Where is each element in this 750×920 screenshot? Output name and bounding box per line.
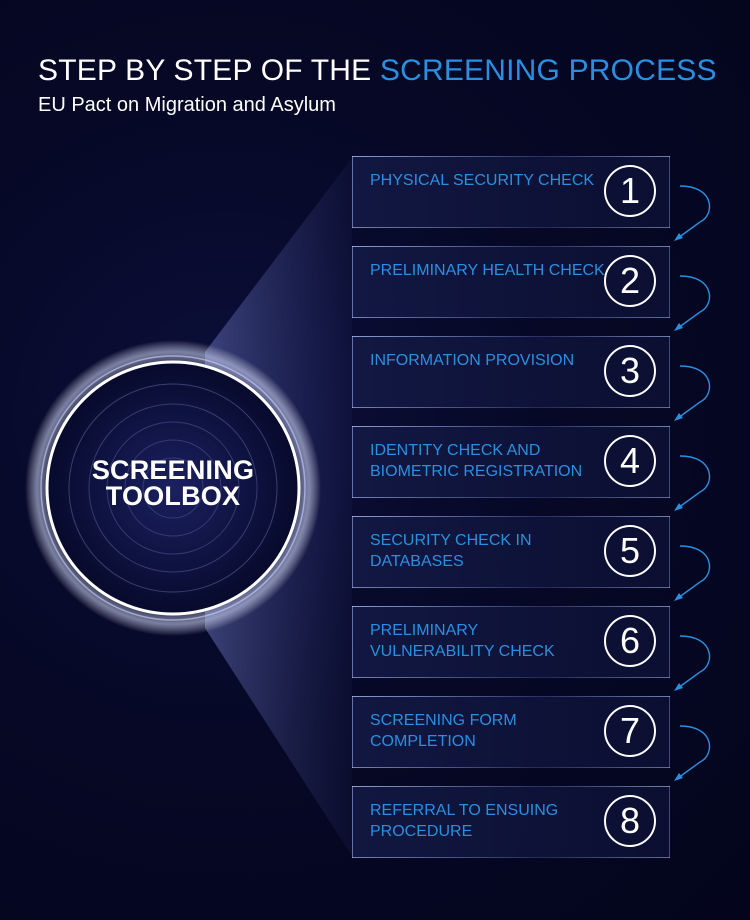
- toolbox-label: [60, 457, 286, 509]
- step-card-3: [352, 336, 670, 408]
- step-label: SECURITY CHECK IN DATABASES: [370, 532, 532, 570]
- step-card-1: [352, 156, 670, 228]
- arrowhead-icon: [674, 413, 683, 421]
- step-label: IDENTITY CHECK AND BIOMETRIC REGISTRATION: [370, 442, 583, 480]
- arrowhead-icon: [674, 233, 683, 241]
- arrowhead-icon: [674, 593, 683, 601]
- arrow-heads: [674, 233, 683, 781]
- connector-arrow: [678, 276, 710, 328]
- step-card-6: [352, 606, 670, 678]
- step-label: PHYSICAL SECURITY CHECK: [370, 172, 595, 189]
- step-number-badge: 3: [604, 345, 656, 397]
- step-card-8: [352, 786, 670, 858]
- step-number-badge: 5: [604, 525, 656, 577]
- step-card-7: [352, 696, 670, 768]
- step-number-badge: 6: [604, 615, 656, 667]
- step-label: SCREENING FORM COMPLETION: [370, 712, 517, 750]
- step-connectors: [678, 186, 710, 778]
- step-number-badge: 4: [604, 435, 656, 487]
- step-label: REFERRAL TO ENSUING PROCEDURE: [370, 802, 559, 840]
- title-main: STEP BY STEP OF THE: [38, 54, 380, 87]
- arrowhead-icon: [674, 503, 683, 511]
- connector-arrow: [678, 546, 710, 598]
- step-number-badge: 1: [604, 165, 656, 217]
- connector-arrow: [678, 456, 710, 508]
- step-number-badge: 2: [604, 255, 656, 307]
- step-card-4: [352, 426, 670, 498]
- connector-arrow: [678, 186, 710, 238]
- step-number-badge: 7: [604, 705, 656, 757]
- step-label: INFORMATION PROVISION: [370, 352, 575, 369]
- arrowhead-icon: [674, 773, 683, 781]
- step-card-5: [352, 516, 670, 588]
- page-subtitle: EU Pact on Migration and Asylum: [38, 94, 336, 116]
- toolbox-label-line1: SCREENING: [91, 455, 255, 485]
- step-card-2: [352, 246, 670, 318]
- step-number-badge: 8: [604, 795, 656, 847]
- arrowhead-icon: [674, 323, 683, 331]
- connector-arrow: [678, 726, 710, 778]
- step-label: PRELIMINARY VULNERABILITY CHECK: [370, 622, 555, 660]
- connector-arrow: [678, 636, 710, 688]
- step-label: PRELIMINARY HEALTH CHECK: [370, 262, 605, 279]
- arrowhead-icon: [674, 683, 683, 691]
- title-accent: SCREENING PROCESS: [379, 54, 717, 87]
- connector-arrow: [678, 366, 710, 418]
- toolbox-label-line2: TOOLBOX: [105, 481, 241, 511]
